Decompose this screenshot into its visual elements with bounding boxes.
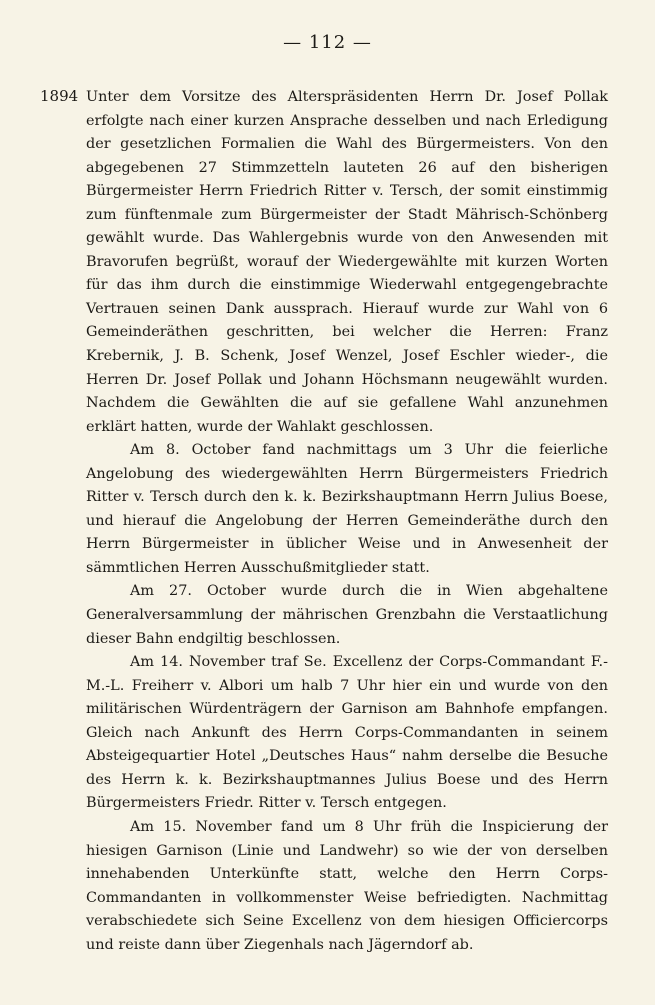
paragraph-4: Am 14. November traf Se. Excellenz der Corps-Commandant F.-M.-L. Freiherr v. Albori um halb 7 Uhr hier ein und wurde von den militärischen Würdenträgern der Garnison am Bahnhofe empfangen. Gleich nach Ankunft des Herrn Corps-Commandanten in seinem Absteigequartier Hotel „Deutsches Haus“ nahm derselbe die Besuche des Herrn k. k. Bezirkshauptmannes Julius Boese und des Herrn Bürgermeisters Friedr. Ritter v. Tersch entgegen. [86,654,608,812]
paragraph-2: Am 8. October fand nachmittags um 3 Uhr die feierliche Angelobung des wiedergewählten Herrn Bürgermeisters Friedrich Ritter v. Tersch durch den k. k. Bezirkshauptmann Herrn Julius Boese, und hierauf die Angelobung der Herren Gemeinderäthe durch den Herrn Bürgermeister in üblicher Weise und in Anwesenheit der sämmtlichen Herren Ausschußmitglieder statt. [86,442,608,576]
paragraph-3: Am 27. October wurde durch die in Wien abgehaltene Generalversammlung der mährischen Grenzbahn die Verstaatlichung dieser Bahn endgiltig beschlossen. [86,583,608,647]
margin-year: 1894 [40,87,79,105]
paragraph-5: Am 15. November fand um 8 Uhr früh die Inspicierung der hiesigen Garnison (Linie und Landwehr) so wie der von derselben innehabenden Unterkünfte statt, welche den Herrn Corps-Commandanten in vollkommenster Weise befriedigten. Nachmittag verabschiedete sich Seine Excellenz von dem hiesigen Officiercorps und reiste dann über Ziegenhals nach Jägerndorf ab. [86,818,608,953]
body-text [86,86,608,957]
paragraph-1: Unter dem Vorsitze des Alterspräsidenten Herrn Dr. Josef Pollak erfolgte nach einer kurzen Ansprache desselben und nach Erledigung der gesetzlichen Formalien die Wahl des Bürgermeisters. Von den abgegebenen 27 Stimmzetteln lauteten 26 auf den bisherigen Bürgermeister Herrn Friedrich Ritter v. Tersch, der somit einstimmig zum fünftenmale zum Bürgermeister der Stadt Mährisch-Schönberg gewählt wurde. Das Wahlergebnis wurde von den Anwesenden mit Bravorufen begrüßt, worauf der Wiedergewählte mit kurzen Worten für das ihm durch die einstimmige Wiederwahl entgegengebrachte Vertrauen seinen Dank aussprach. Hierauf wurde zur Wahl von 6 Gemeinderäthen geschritten, bei welcher die Herren: Franz Krebernik, J. B. Schenk, Josef Wenzel, Josef Eschler wieder-, die Herren Dr. Josef Pollak und Johann Höchsmann neugewählt wurden. Nachdem die Gewählten die auf sie gefallene Wahl anzunehmen erklärt hatten, wurde der Wahlakt geschlossen. [86,89,608,435]
page-number: — 112 — [283,32,372,53]
